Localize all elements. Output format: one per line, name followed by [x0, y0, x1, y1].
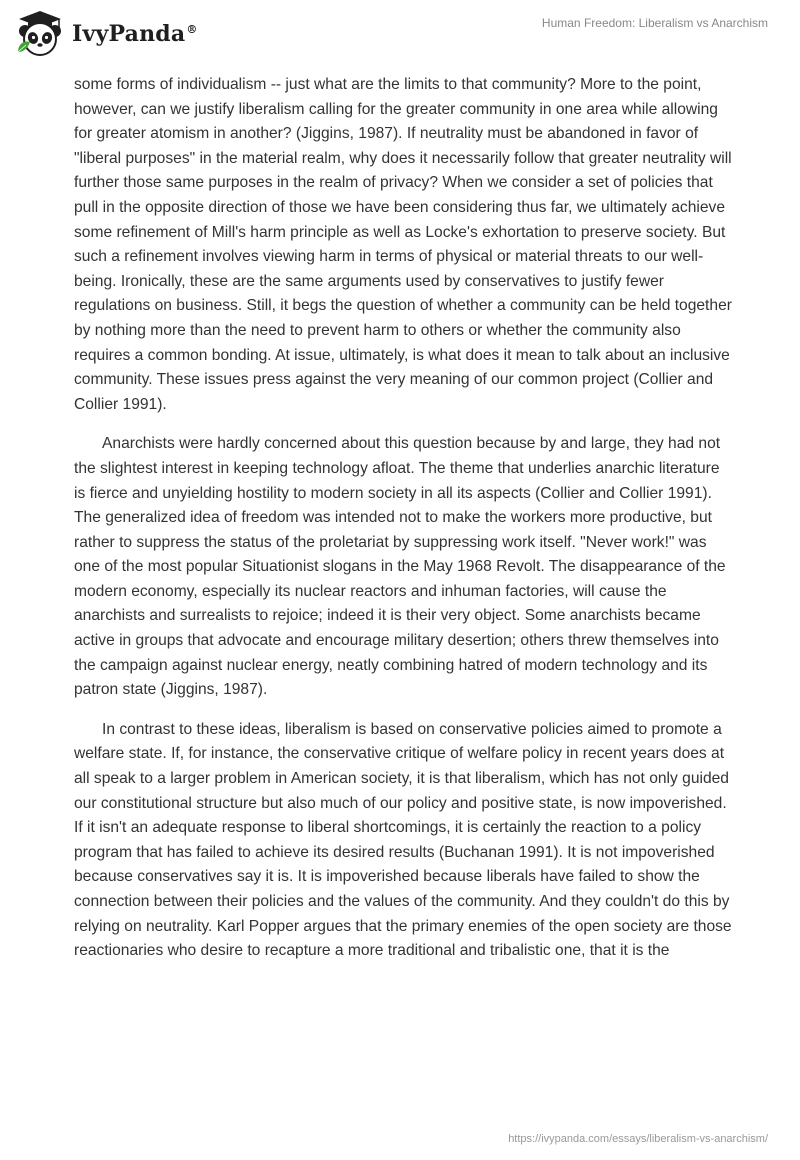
paragraph: In contrast to these ideas, liberalism is based on conservative policies aimed to promote a welfare state. If, for instance, the conservative critique of welfare policy in recent years does at all speak to a larger problem in American society, it is that liberalism, which has not only guided our constitutional structure but also much of our policy and positive state, is now impoverished. If it isn't an adequate response to liberal shortcomings, it is certainly the reaction to a policy program that has failed to achieve its desired results (Buchanan 1991). It is not impoverished because conservatives say it is. It is impoverished because liberals have failed to show the connection between their policies and the values of the community. And they couldn't do this by relying on neutrality. Karl Popper argues that the primary enemies of the open society are those reactionaries who desire to recapture a more traditional and tribalistic one, that it is the — [74, 720, 732, 960]
page-header — [0, 0, 800, 70]
document-title: Human Freedom: Liberalism vs Anarchism — [541, 16, 768, 30]
ivypanda-logo[interactable] — [14, 8, 198, 60]
essay-body — [74, 73, 734, 979]
panda-graduate-icon — [14, 8, 66, 60]
paragraph: some forms of individualism -- just what are the limits to that community? More to the point, however, can we justify liberalism calling for the greater community in one area while allowing for greater atomism in another? (Jiggins, 1987). If neutrality must be abandoned in favor of "liberal purposes" in the material realm, why does it necessarily follow that greater neutrality will further those same purposes in the realm of privacy? When we consider a set of policies that pull in the opposite direction of those we have been considering thus far, we ultimately achieve some refinement of Mill's harm principle as well as Locke's exhortation to preserve society. But such a refinement involves viewing harm in terms of physical or material threats to our well-being. Ironically, these are the same arguments used by conservatives to justify fewer regulations on business. Still, it begs the question of whether a community can be held together by nothing more than the need to prevent harm to others or whether the community also requires a common bonding. At issue, ultimately, is what does it mean to talk about an inclusive community. These issues press against the very meaning of our common project (Collier and Collier 1991). — [74, 76, 732, 413]
source-url[interactable]: https://ivypanda.com/essays/liberalism-vs-anarchism/ — [508, 1133, 768, 1145]
paragraph: Anarchists were hardly concerned about this question because by and large, they had not the slightest interest in keeping technology afloat. The theme that underlies anarchic literature is fierce and unyielding hostility to modern society in all its aspects (Collier and Collier 1991). The generalized idea of freedom was intended not to make the workers more productive, but rather to suppress the status of the proletariat by suppressing work itself. "Never work!" was one of the most popular Situationist slogans in the May 1968 Revolt. The disappearance of the modern economy, especially its nuclear reactors and inhuman factories, will cause the anarchists and surrealists to rejoice; indeed it is their very object. Some anarchists became active in groups that advocate and encourage military desertion; others threw themselves into the campaign against nuclear energy, neatly combining hatred of modern technology and its patron state (Jiggins, 1987). — [74, 435, 726, 699]
brand-name: IvyPanda® — [72, 21, 198, 47]
